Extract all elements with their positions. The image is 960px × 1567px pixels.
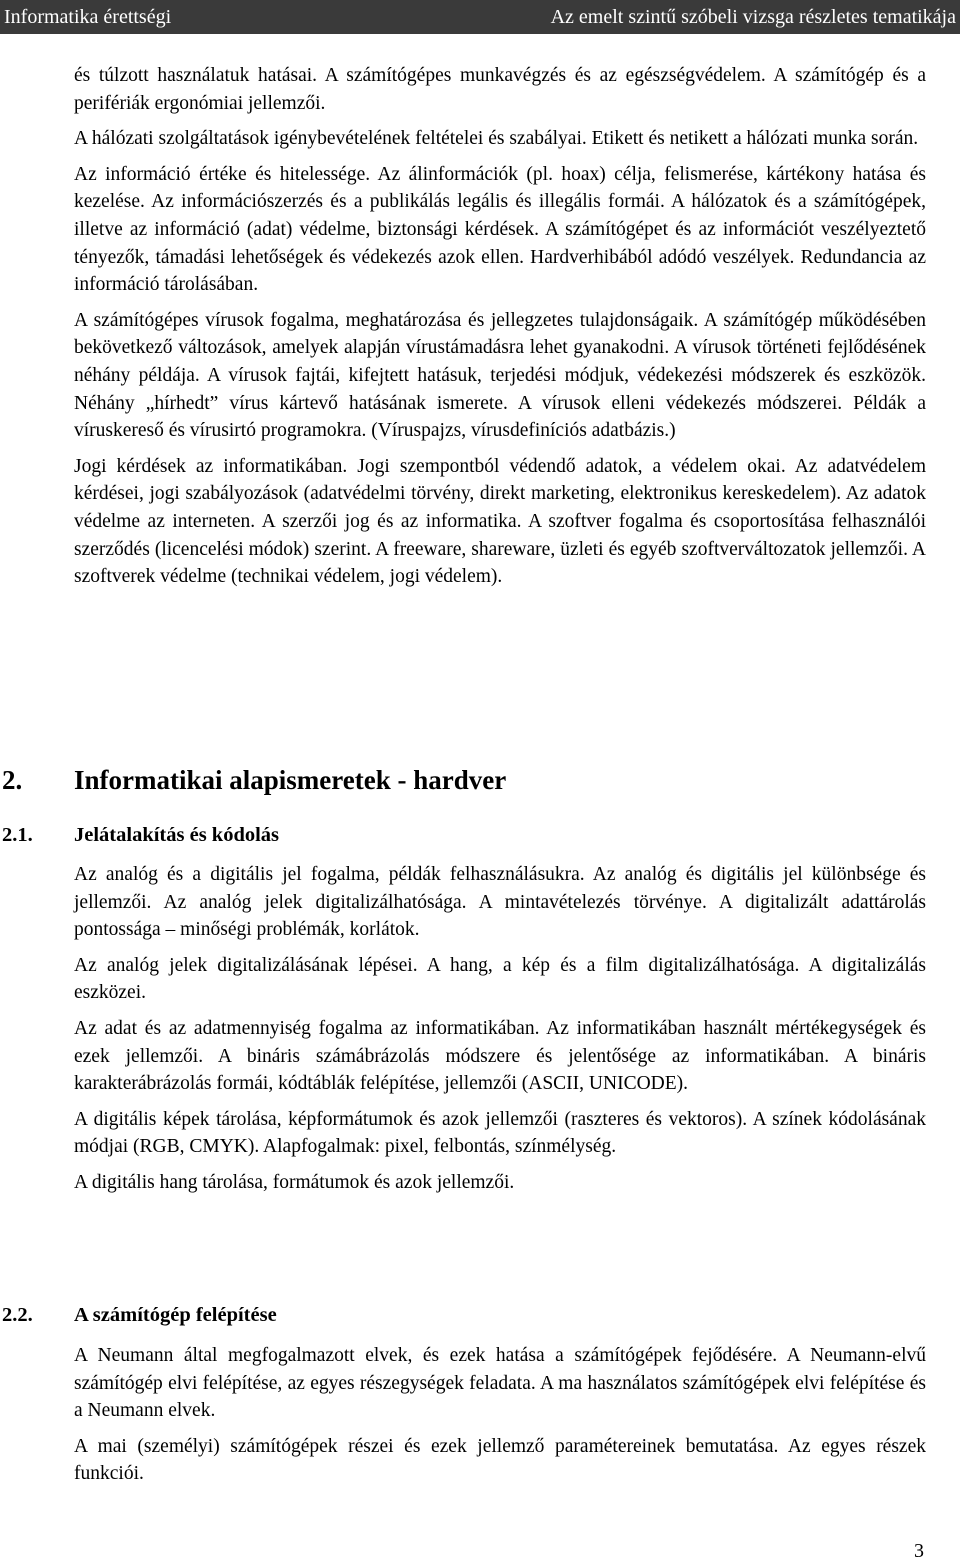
paragraph: Az adat és az adatmennyiség fogalma az informatikában. Az informatikában használt mértékegységek és ezek jellemzői. A bináris számábrázolás módszere és jelentősége az informatikában. A bináris karakterábrázolás formái, kódtáblák felépítése, jellemzői (ASCII, UNICODE).: [74, 1017, 926, 1095]
subsection-number: 2.2.: [2, 1304, 33, 1326]
paragraph: A digitális hang tárolása, formátumok és azok jellemzői.: [74, 1171, 515, 1193]
paragraph: Az analóg jelek digitalizálásának lépései. A hang, a kép és a film digitalizálhatósága. A digitalizálás eszközei.: [74, 954, 926, 1004]
header-right: Az emelt szintű szóbeli vizsga részletes tematikája: [550, 5, 956, 28]
paragraph: Az információ értéke és hitelessége. Az álinformációk (pl. hoax) célja, felismerése, kártékony hatása és kezelése. Az információszerzés és a publikálás legális és illegális formái. A hálózatok és a számítógépek, illetve az információ (adat) védelme, biztonsági kérdések. A számítógépet és az információt veszélyeztető tényezők, támadási lehetőségek és védekezés azok ellen. Hardverhibából adódó veszélyek. Redundancia az információ tárolásában.: [74, 163, 926, 296]
subsection-number: 2.1.: [2, 824, 33, 846]
intro-content: [74, 62, 926, 599]
paragraph: Jogi kérdések az informatikában. Jogi szempontból védendő adatok, a védelem okai. Az adatvédelem kérdései, jogi szabályozások (adatvédelmi törvény, direkt marketing, elektronikus kereskedelem). Az adatok védelme az interneten. A szerzői jog és az informatika. A szoftver fogalma és csoportosítása felhasználói szerződés (licencelési módok) szerint. A freeware, shareware, üzleti és egyéb szoftverváltozatok jellemzői. A szoftverek védelme (technikai védelem, jogi védelem).: [74, 455, 926, 588]
paragraph: A Neumann által megfogalmazott elvek, és ezek hatása a számítógépek fejődésére. A Neumann-elvű számítógép elvi felépítése, az egyes részegységek feladata. A ma használatos számítógépek elvi felépítése és a Neumann elvek.: [74, 1345, 926, 1422]
page-number: 3: [914, 1540, 924, 1562]
paragraph: és túlzott használatuk hatásai. A számítógépes munkavégzés és az egészségvédelem. A számítógép és a perifériák ergonómiai jellemzői.: [74, 65, 926, 114]
header-left: Informatika érettségi: [4, 5, 172, 28]
subsection-1-content: [74, 861, 926, 1205]
paragraph: A digitális képek tárolása, képformátumok és azok jellemzői (raszteres és vektoros). A színek kódolásának módjai (RGB, CMYK). Alapfogalmak: pixel, felbontás, színmélység.: [74, 1108, 926, 1158]
subsection-2-content: [74, 1342, 926, 1496]
section-title: Informatikai alapismeretek - hardver: [74, 765, 507, 795]
paragraph: Az analóg és a digitális jel fogalma, példák felhasználásukra. Az analóg és digitális jel különbsége és jellemzői. Az analóg jelek digitalizálhatósága. A mintavételezés törvénye. A digitalizált adattárolás pontossága – minőségi problémák, korlátok.: [74, 864, 926, 941]
page-header: [0, 0, 960, 34]
section-number: 2.: [2, 765, 23, 795]
paragraph: A számítógépes vírusok fogalma, meghatározása és jellegzetes tulajdonságaik. A számítógép működésében bekövetkező változások, amelyek alapján vírustámadásra lehet gyanakodni. A vírusok történeti fejlődésének néhány példája. A vírusok fajtái, kifejtett hatásuk, terjedési módjuk, védekezési módszerek és eszközök. Néhány „hírhedt” vírus kártevő hatásának ismerete. A vírusok elleni védekezés módszerei. Példák a víruskereső és vírusirtó programokra. (Víruspajzs, vírusdefiníciós adatbázis.): [74, 309, 926, 442]
paragraph: A hálózati szolgáltatások igénybevételének feltételei és szabályai. Etikett és netikett a hálózati munka során.: [74, 128, 919, 150]
subsection-title: A számítógép felépítése: [74, 1304, 277, 1326]
subsection-title: Jelátalakítás és kódolás: [74, 824, 280, 846]
paragraph: A mai (személyi) számítógépek részei és ezek jellemző paramétereinek bemutatása. Az egyes részek funkciói.: [74, 1435, 926, 1485]
